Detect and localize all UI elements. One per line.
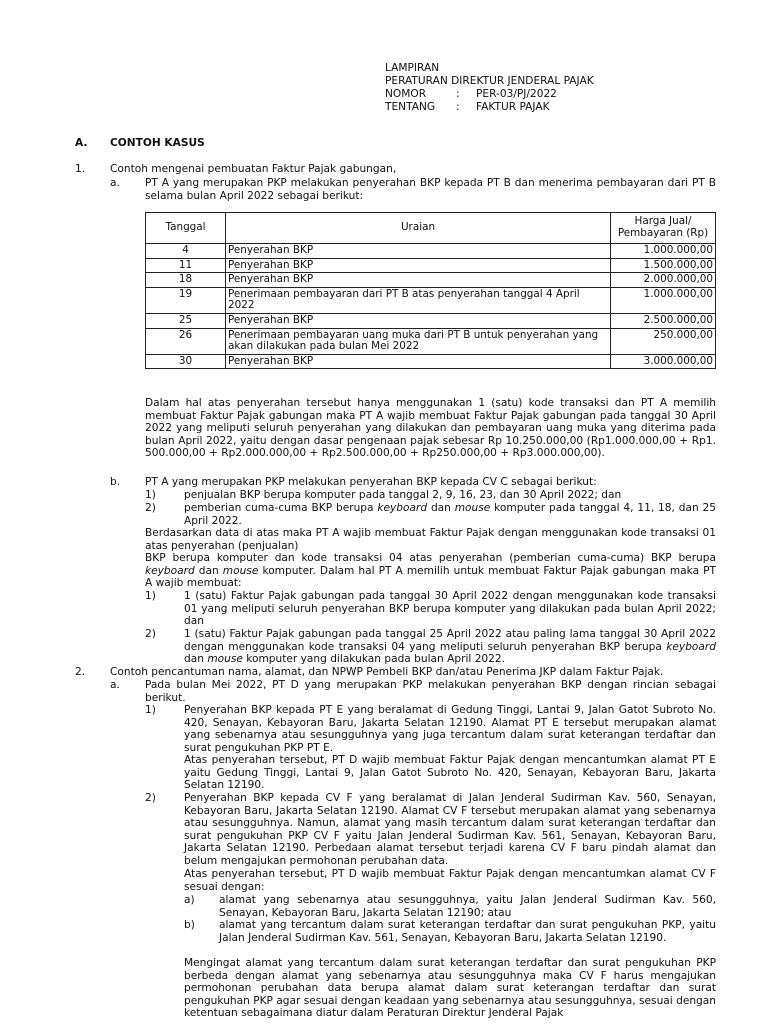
cell-uraian: Penerimaan pembayaran dari PT B atas penyerahan tanggal 4 April 2022 <box>226 287 611 313</box>
table-row <box>146 244 716 259</box>
table-row <box>146 328 716 354</box>
cell-harga: 3.000.000,00 <box>611 354 716 369</box>
item1b-letter: b. <box>110 476 121 488</box>
cell-tanggal: 26 <box>146 328 226 354</box>
m2-text-a: 1 (satu) Faktur Pajak gabungan pada tanggal 25 April 2022 atau paling lama tanggal 30 April 2022 dengan menggunakan kode transaksi 04 yang meliputi seluruh penyerahan BKP berupa <box>184 628 716 653</box>
p2-text-a: BKP berupa komputer dan kode transaksi 04 atas penyerahan (pemberian cuma-cuma) BKP berupa <box>145 552 716 564</box>
cell-harga: 2.500.000,00 <box>611 313 716 328</box>
header-uraian: Uraian <box>226 213 611 244</box>
item2a-sa-letter: a) <box>184 894 195 906</box>
section-title: CONTOH KASUS <box>110 137 205 149</box>
item2a-s2-paragraph: Atas penyerahan tersebut, PT D wajib membuat Faktur Pajak dengan mencantumkan alamat CV F sesuai dengan: <box>184 868 716 893</box>
table-header-row <box>146 213 716 244</box>
cell-harga: 1.000.000,00 <box>611 287 716 313</box>
item2a-letter: a. <box>110 679 120 691</box>
tentang-value: FAKTUR PAJAK <box>476 101 550 113</box>
section-letter: A. <box>75 137 88 149</box>
item2a-s2-paragraph2: Mengingat alamat yang tercantum dalam surat keterangan terdaftar dan surat pengukuhan PKP berbeda dengan alamat yang sebenarnya atau sesungguhnya maka CV F harus mengajukan permohonan perubahan data berupa alamat dalam surat keterangan terdaftar dan surat pengukuhan PKP agar sesuai dengan keadaan yang sebenarnya atau sesungguhnya, sesuai dengan ketentuan sebagaimana diatur dalam Peraturan Direktur Jenderal Pajak <box>184 957 716 1020</box>
cell-tanggal: 25 <box>146 313 226 328</box>
header-tanggal: Tanggal <box>146 213 226 244</box>
item2a-sb-letter: b) <box>184 919 195 931</box>
item1b-paragraph1: Berdasarkan data di atas maka PT A wajib membuat Faktur Pajak dengan menggunakan kode transaksi 01 atas penyerahan (penjualan) <box>145 527 716 552</box>
cell-tanggal: 19 <box>146 287 226 313</box>
table-row <box>146 287 716 313</box>
item2a-sb-text: alamat yang tercantum dalam surat keterangan terdaftar dan surat pengukuhan PKP, yaitu Jalan Jenderal Sudirman Kav. 561, Senayan, Kebayoran Baru, Jakarta Selatan 12190. <box>219 919 716 944</box>
item2a-sa-text: alamat yang sebenarnya atau sesungguhnya, yaitu Jalan Jenderal Sudirman Kav. 560, Senayan, Kebayoran Baru, Jakarta Selatan 12190; atau <box>219 894 716 919</box>
m2-keyboard: keyboard <box>666 640 716 653</box>
tentang-colon: : <box>456 101 460 113</box>
table-row <box>146 313 716 328</box>
item1b-list2-number: 2) <box>145 502 156 514</box>
cell-uraian: Penyerahan BKP <box>226 354 611 369</box>
cell-uraian: Penyerahan BKP <box>226 258 611 273</box>
p2-text-b: dan <box>198 564 219 577</box>
cell-harga: 1.500.000,00 <box>611 258 716 273</box>
item1b-list1-number: 1) <box>145 489 156 501</box>
cell-harga: 1.000.000,00 <box>611 244 716 259</box>
header-tentang <box>385 101 594 114</box>
header-harga: Harga Jual/ Pembayaran (Rp) <box>611 213 716 244</box>
item1a-text: PT A yang merupakan PKP melakukan penyerahan BKP kepada PT B dan menerima pembayaran dari PT B selama bulan April 2022 sebagai berikut: <box>145 177 716 202</box>
table-row <box>146 258 716 273</box>
cell-tanggal: 30 <box>146 354 226 369</box>
item1a-letter: a. <box>110 177 120 189</box>
cell-tanggal: 18 <box>146 273 226 288</box>
item1b-list2-text <box>184 502 716 527</box>
transaction-table <box>145 212 716 369</box>
tentang-label: TENTANG <box>385 101 436 113</box>
l2-mouse: mouse <box>454 502 491 514</box>
item2a-s1-text: Penyerahan BKP kepada PT E yang beralamat di Gedung Tinggi, Lantai 9, Jalan Gatot Subroto No. 420, Senayan, Kebayoran Baru, Jakarta Selatan 12190. Alamat PT E tersebut merupakan alamat yang sebenarnya atau sesungguhnya yang juga tercantum dalam surat keterangan terdaftar dan surat pengukuhan PKP PT E. <box>184 704 716 754</box>
l2-text-c: komputer pada tanggal 4, 11, 18, dan 25 April 2022. <box>184 502 717 527</box>
item2a-s2-text: Penyerahan BKP kepada CV F yang beralamat di Jalan Jenderal Sudirman Kav. 560, Senayan, Kebayoran Baru, Jakarta Selatan 12190. Alamat CV F tersebut merupakan alamat yang sebenarnya atau sesungguhnya. Namun, alamat yang masih tercantum dalam surat keterangan terdaftar dan surat pengukuhan PKP CV F yaitu Jalan Jenderal Sudirman Kav. 561, Senayan, Kebayoran Baru, Jakarta Selatan 12190. Perbedaan alamat tersebut terjadi karena CV F baru pindah alamat dan belum mengajukan permohonan perubahan data. <box>184 792 716 867</box>
item1b-m1-text: 1 (satu) Faktur Pajak gabungan pada tanggal 30 April 2022 dengan menggunakan kode transaksi 01 yang meliputi seluruh penyerahan BKP berupa komputer yang dilakukan pada bulan April 2022; dan <box>184 590 716 628</box>
header-lampiran: LAMPIRAN <box>385 62 440 74</box>
p2-mouse: mouse <box>222 564 259 577</box>
cell-uraian: Penyerahan BKP <box>226 313 611 328</box>
l2-text-b: dan <box>430 502 451 514</box>
table-row <box>146 273 716 288</box>
item2a-text: Pada bulan Mei 2022, PT D yang merupakan PKP melakukan penyerahan BKP dengan rincian sebagai berikut. <box>145 679 716 704</box>
item2-number: 2. <box>75 666 86 678</box>
item1b-m1-number: 1) <box>145 590 156 602</box>
item1-text: Contoh mengenai pembuatan Faktur Pajak gabungan, <box>110 163 397 175</box>
header-peraturan: PERATURAN DIREKTUR JENDERAL PAJAK <box>385 75 594 87</box>
item1b-m2-text <box>184 628 716 666</box>
item2-text: Contoh pencantuman nama, alamat, dan NPWP Pembeli BKP dan/atau Penerima JKP dalam Faktur Pajak. <box>110 666 664 678</box>
m2-text-b: dan <box>184 653 204 666</box>
header-nomor <box>385 88 594 101</box>
m2-mouse: mouse <box>207 653 243 666</box>
item2a-s1-number: 1) <box>145 704 156 716</box>
nomor-colon: : <box>456 88 460 100</box>
l2-text-a: pemberian cuma-cuma BKP berupa <box>184 502 374 514</box>
item1-number: 1. <box>75 163 86 175</box>
cell-tanggal: 11 <box>146 258 226 273</box>
document-header <box>385 62 594 114</box>
cell-harga: 2.000.000,00 <box>611 273 716 288</box>
item1b-paragraph2 <box>145 552 716 590</box>
item1b-m2-number: 2) <box>145 628 156 640</box>
l2-keyboard: keyboard <box>377 502 428 514</box>
item1b-text: PT A yang merupakan PKP melakukan penyerahan BKP kepada CV C sebagai berikut: <box>145 476 597 488</box>
item2a-s2-number: 2) <box>145 792 156 804</box>
cell-uraian: Penyerahan BKP <box>226 273 611 288</box>
item1b-list1-text: penjualan BKP berupa komputer pada tanggal 2, 9, 16, 23, dan 30 April 2022; dan <box>184 489 622 501</box>
m2-text-c: komputer yang dilakukan pada bulan April 2022. <box>246 653 506 666</box>
item2a-s1-paragraph: Atas penyerahan tersebut, PT D wajib membuat Faktur Pajak dengan mencantumkan alamat PT E yaitu Gedung Tinggi, Lantai 9, Jalan Gatot Subroto No. 420, Senayan, Kebayoran Baru, Jakarta Selatan 12190. <box>184 754 716 792</box>
item1a-paragraph: Dalam hal atas penyerahan tersebut hanya menggunakan 1 (satu) kode transaksi dan PT A memilih membuat Faktur Pajak gabungan maka PT A wajib membuat Faktur Pajak gabungan pada tanggal 30 April 2022 yang meliputi seluruh penyerahan yang dilakukan dan pembayaran uang muka yang diterima pada bulan April 2022, yaitu dengan dasar pengenaan pajak sebesar Rp 10.250.000,00 (Rp1.000.000,00 + Rp1. 500.000,00 + Rp2.000.000,00 + Rp2.500.000,00 + Rp250.000,00 + Rp3.000.000,00). <box>145 397 716 460</box>
table-row <box>146 354 716 369</box>
section-heading <box>75 137 205 150</box>
nomor-value: PER-03/PJ/2022 <box>476 88 557 100</box>
cell-tanggal: 4 <box>146 244 226 259</box>
nomor-label: NOMOR <box>385 88 427 100</box>
p2-text-c: komputer. Dalam hal PT A memilih untuk membuat Faktur Pajak gabungan maka PT A wajib membuat: <box>145 564 717 590</box>
cell-harga: 250.000,00 <box>611 328 716 354</box>
cell-uraian: Penyerahan BKP <box>226 244 611 259</box>
p2-keyboard: keyboard <box>145 564 195 577</box>
cell-uraian: Penerimaan pembayaran uang muka dari PT B untuk penyerahan yang akan dilakukan pada bulan Mei 2022 <box>226 328 611 354</box>
